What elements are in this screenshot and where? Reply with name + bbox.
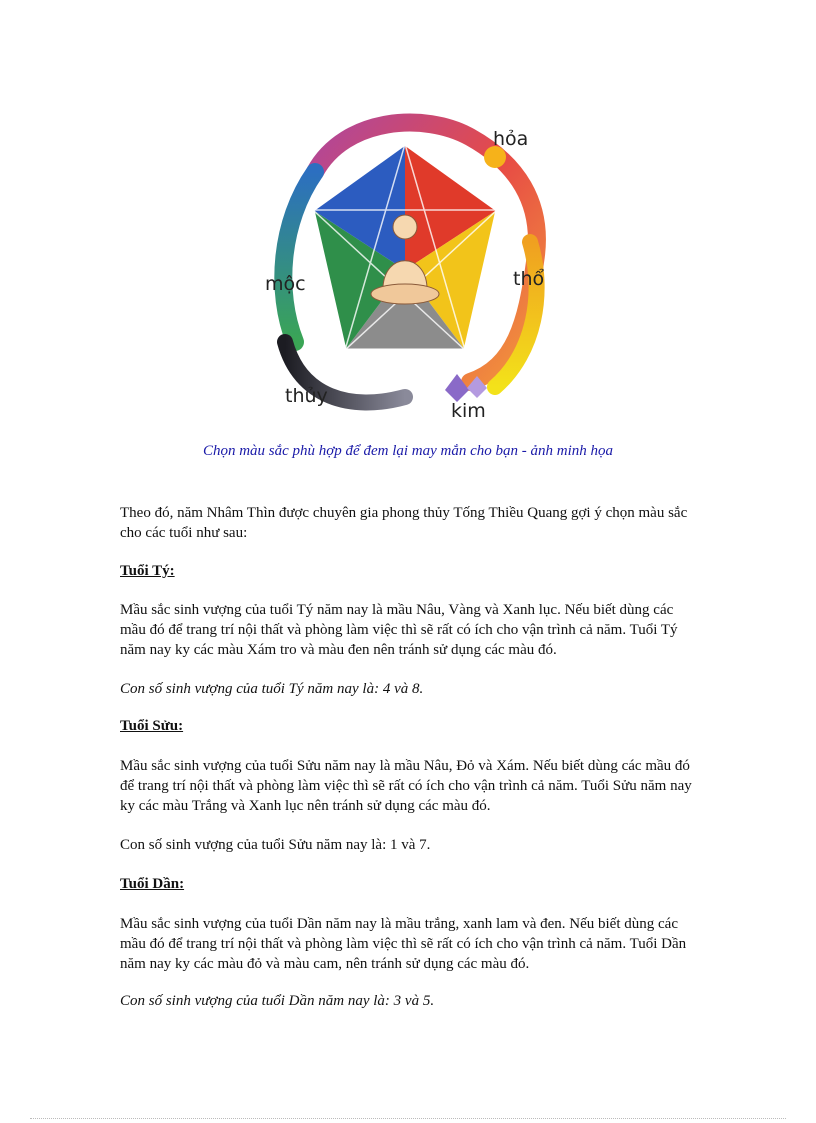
label-tho: thổ [513,268,545,290]
section-paragraph-suu: Mầu sắc sinh vượng của tuổi Sửu năm nay là mầu Nâu, Đỏ và Xám. Nếu biết dùng các mầu đó để trang trí nội thất và phòng làm việc thì sẽ rất có ích cho vận trình cả năm. Tuổi Sửu năm nay ky các màu Trắng và Xanh lục nên tránh sử dụng các màu đó. [120,758,692,814]
label-moc: mộc [265,273,306,295]
section-heading-dan: Tuổi Dần: [120,876,185,892]
page-bottom-divider [30,1118,786,1119]
intro-paragraph: Theo đó, năm Nhâm Thìn được chuyên gia phong thủy Tống Thiều Quang gợi ý chọn màu sắc cho các tuổi như sau: [120,505,688,541]
pentagon-wheel [313,144,497,350]
label-hoa: hỏa [493,128,529,150]
label-thuy: thủy [285,385,328,407]
section-heading-ty: Tuổi Tý: [120,563,175,579]
section-paragraph-dan: Mầu sắc sinh vượng của tuổi Dần năm nay là mầu trắng, xanh lam và đen. Nếu biết dùng các mầu đó để trang trí nội thất và phòng làm việc thì sẽ rất có ích cho vận trình cả năm. Tuổi Dần năm nay ky các màu đỏ và màu cam, nên tránh sử dụng các màu đó. [120,916,687,972]
figure-caption: Chọn màu sắc phù hợp để đem lại may mắn cho bạn - ảnh minh họa [202,443,614,459]
section-numbers-suu: Con số sinh vượng của tuổi Sửu năm nay là: 1 và 7. [120,837,431,853]
section-paragraph-ty: Mầu sắc sinh vượng của tuổi Tý năm nay là mầu Nâu, Vàng và Xanh lục. Nếu biết dùng các mầu đó để trang trí nội thất và phòng làm việc thì sẽ rất có ích cho vận trình cả năm. Tuổi Tý năm nay ky các màu Xám tro và màu đen nên tránh sử dụng các màu đó. [120,602,678,658]
section-numbers-ty: Con số sinh vượng của tuổi Tý năm nay là: 4 và 8. [120,681,424,697]
section-numbers-dan: Con số sinh vượng của tuổi Dần năm nay là: 3 và 5. [120,993,435,1009]
section-heading-suu: Tuổi Sửu: [120,718,184,734]
five-elements-illustration [255,112,565,430]
label-kim: kim [451,400,486,422]
wood-swirl-band [283,172,315,342]
